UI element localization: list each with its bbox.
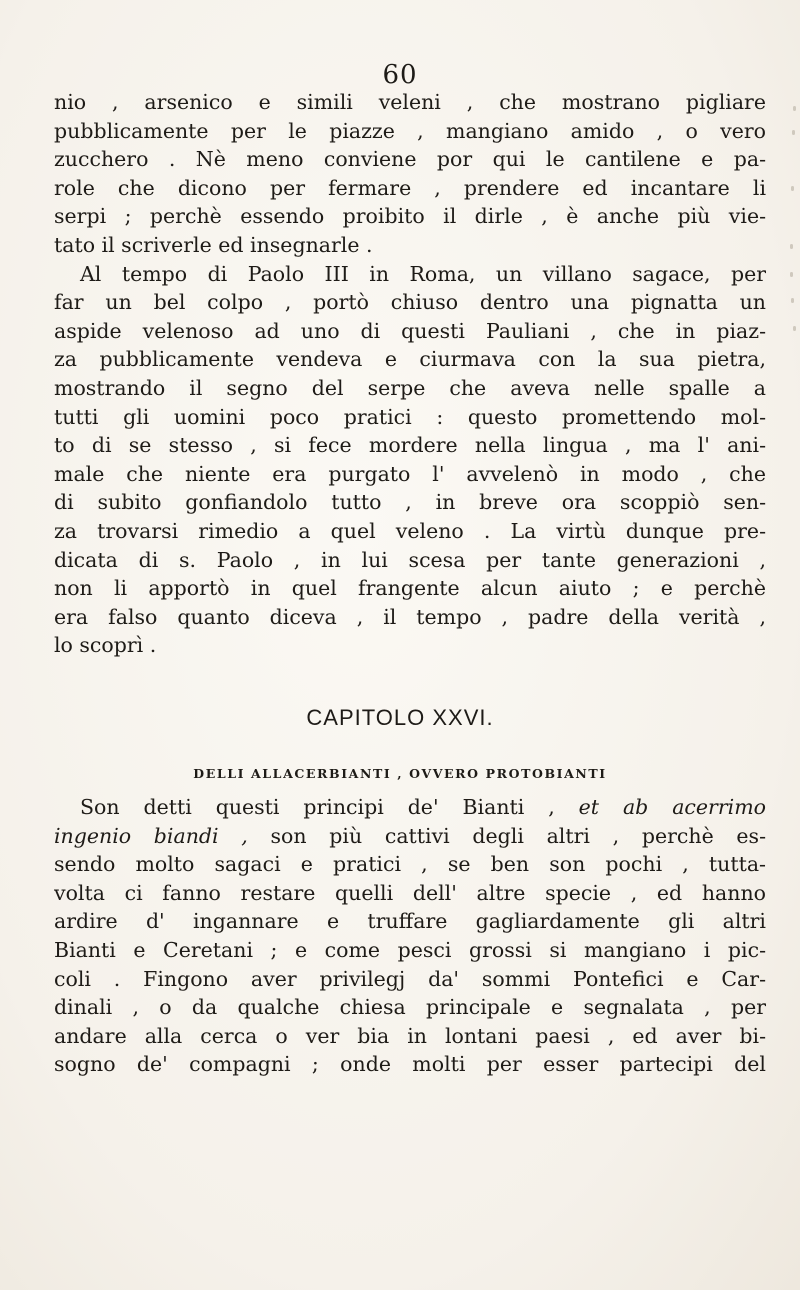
margin-speck [791,298,794,303]
text-line: tato il scriverle ed insegnarle . [54,232,373,257]
text-run: son più cattivi degli altri , perchè es- [247,823,766,848]
chapter-subtitle: DELLI ALLACERBIANTI , OVVERO PROTOBIANTI [193,766,607,781]
text-line: lo scoprì . [54,633,157,658]
margin-speck [790,272,793,277]
text-line: mostrando il segno del serpe che aveva nelle spalle a [54,375,766,400]
text-line: za trovarsi rimedio a quel veleno . La virtù dunque pre- [54,518,766,543]
text-line: volta ci fanno restare quelli dell' altre specie , ed hanno [54,880,766,905]
text-line: andare alla cerca o ver bia in lontani paesi , ed aver bi- [54,1023,766,1048]
text-line: role che dicono per fermare , prendere ed incantare li [54,175,766,200]
text-line: Al tempo di Paolo III in Roma, un villano sagace, per [80,261,766,286]
text-line: pubblicamente per le piazze , mangiano amido , o vero [54,118,766,143]
text-line: sogno de' compagni ; onde molti per esser partecipi del [54,1052,766,1077]
text-line: far un bel colpo , portò chiuso dentro una pignatta un [54,290,766,315]
text-line: coli . Fingono aver privilegj da' sommi Pontefici e Car- [54,966,766,991]
text-line: Bianti e Ceretani ; e come pesci grossi si mangiano i pic- [54,937,766,962]
body-text-upper [54,88,766,660]
text-line: tutti gli uomini poco pratici : questo promettendo mol- [54,404,766,429]
text-line: sendo molto sagaci e pratici , se ben son pochi , tutta- [54,852,766,877]
text-line [54,793,766,822]
page-number: 60 [382,60,418,90]
latin-phrase: et ab acerrimo [578,795,766,819]
text-line: non li apportò in quel frangente alcun aiuto ; e perchè [54,576,766,601]
text-line: male che niente era purgato l' avvelenò in modo , che [54,461,766,486]
margin-speck [792,130,795,135]
text-line: to di se stesso , si fece mordere nella lingua , ma l' ani- [54,433,766,458]
text-line: dicata di s. Paolo , in lui scesa per tante generazioni , [54,547,766,572]
text-line: dinali , o da qualche chiesa principale e segnalata , per [54,995,766,1020]
latin-phrase: ingenio biandi , [54,823,248,848]
text-line: nio , arsenico e simili veleni , che mostrano pigliare [54,90,766,114]
text-line [54,822,766,851]
text-line: za pubblicamente vendeva e ciurmava con la sua pietra, [54,347,766,372]
chapter-title: CAPITOLO XXVI. [306,705,494,730]
margin-speck [793,106,796,111]
text-line: di subito gonfiandolo tutto , in breve ora scoppiò sen- [54,490,766,515]
margin-speck [790,244,793,249]
text-line: era falso quanto diceva , il tempo , padre della verità , [54,604,766,629]
margin-speck [793,326,796,331]
text-line: ardire d' ingannare e truffare gagliardamente gli altri [54,909,766,934]
text-run: Son detti questi principi de' Bianti , [80,795,579,819]
body-text-lower [54,793,766,1079]
margin-speck [791,186,794,191]
text-line: aspide velenoso ad uno di questi Pauliani , che in piaz- [54,318,766,343]
text-line: serpi ; perchè essendo proibito il dirle , è anche più vie- [54,204,766,229]
text-line: zucchero . Nè meno conviene por qui le cantilene e pa- [54,147,766,172]
